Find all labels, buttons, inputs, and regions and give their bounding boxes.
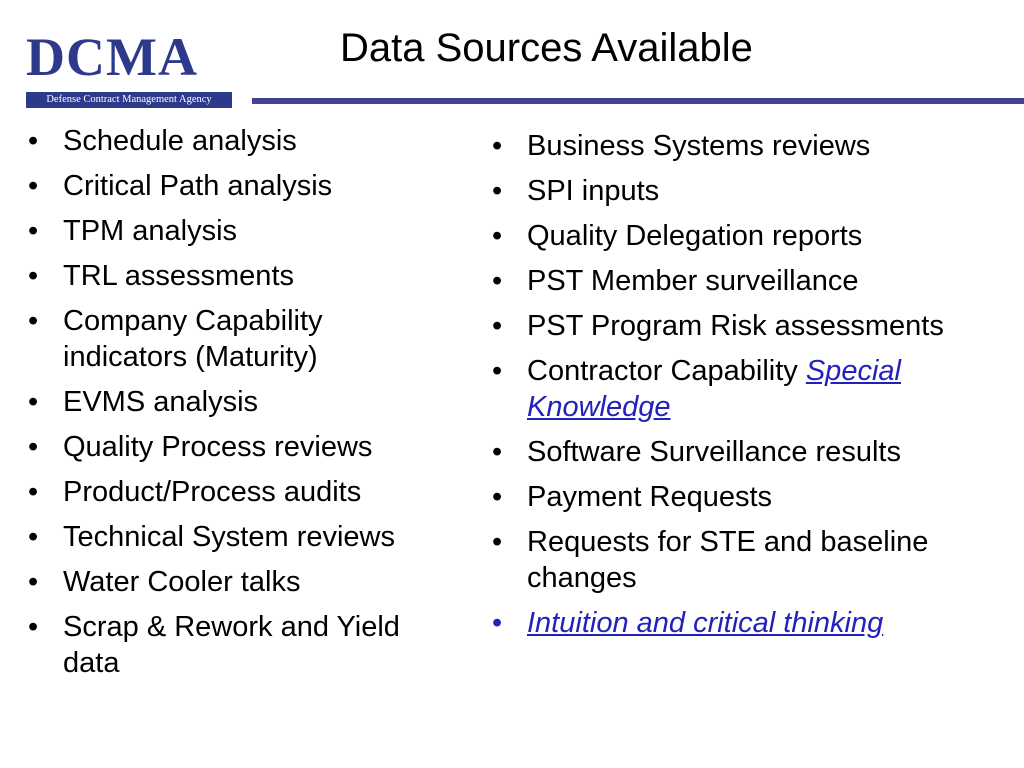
list-item [28, 519, 468, 555]
list-item [28, 384, 468, 420]
item-text: PST Member surveillance [527, 265, 859, 297]
item-text: SPI inputs [527, 175, 660, 207]
bullet-icon: • [28, 125, 39, 157]
header-rule [252, 98, 1024, 104]
item-text: Scrap & Rework and Yield [63, 611, 400, 643]
item-text: PST Program Risk assessments [527, 310, 944, 342]
list-item [28, 213, 468, 249]
bullet-icon: • [492, 265, 503, 297]
special-knowledge-link[interactable]: Special [805, 355, 901, 387]
list-item [28, 609, 468, 681]
bullet-icon: • [28, 386, 39, 418]
list-item [492, 479, 1022, 515]
list-item [28, 303, 468, 375]
item-text: Quality Process reviews [63, 431, 373, 463]
list-item [28, 123, 468, 159]
left-bullet-list [28, 123, 468, 690]
list-item [492, 263, 1022, 299]
bullet-icon: • [28, 566, 39, 598]
bullet-icon: • [492, 481, 503, 513]
item-text: Company Capability [63, 305, 323, 337]
bullet-icon: • [28, 170, 39, 202]
bullet-icon: • [28, 431, 39, 463]
item-text-continued: indicators (Maturity) [63, 341, 318, 373]
bullet-icon: • [492, 526, 503, 558]
bullet-icon: • [492, 130, 503, 162]
item-text-continued: changes [527, 562, 637, 594]
list-item [28, 258, 468, 294]
logo-wordmark: DCMA [26, 27, 198, 87]
item-text-continued: data [63, 647, 120, 679]
item-text: Quality Delegation reports [527, 220, 863, 252]
item-text: Business Systems reviews [527, 130, 871, 162]
bullet-icon: • [28, 305, 39, 337]
item-text: Requests for STE and baseline [527, 526, 929, 558]
bullet-icon: • [492, 607, 503, 639]
bullet-icon: • [28, 611, 39, 643]
bullet-icon: • [492, 310, 503, 342]
slide-title: Data Sources Available [340, 26, 753, 70]
item-text: Software Surveillance results [527, 436, 901, 468]
bullet-icon: • [28, 476, 39, 508]
special-knowledge-link-continued[interactable]: Knowledge [527, 391, 671, 423]
item-text: Schedule analysis [63, 125, 297, 157]
list-item [492, 308, 1022, 344]
dcma-logo [26, 27, 232, 108]
logo-tagline: Defense Contract Management Agency [26, 92, 232, 108]
item-text: Product/Process audits [63, 476, 362, 508]
list-item [492, 128, 1022, 164]
item-text: Technical System reviews [63, 521, 395, 553]
list-item [28, 429, 468, 465]
item-text: Critical Path analysis [63, 170, 333, 202]
list-item [28, 168, 468, 204]
bullet-icon: • [28, 215, 39, 247]
list-item [28, 564, 468, 600]
list-item [492, 173, 1022, 209]
list-item [492, 605, 1022, 641]
item-text: Contractor Capability [527, 355, 806, 387]
bullet-icon: • [28, 521, 39, 553]
bullet-icon: • [492, 436, 503, 468]
intuition-link[interactable]: Intuition and critical thinking [527, 607, 884, 639]
bullet-icon: • [28, 260, 39, 292]
bullet-icon: • [492, 175, 503, 207]
list-item [492, 434, 1022, 470]
right-bullet-list [492, 128, 1022, 650]
bullet-icon: • [492, 220, 503, 252]
list-item [492, 353, 1022, 425]
item-text: TRL assessments [63, 260, 294, 292]
item-text: Payment Requests [527, 481, 773, 513]
item-text: TPM analysis [63, 215, 238, 247]
list-item [492, 524, 1022, 596]
item-text: EVMS analysis [63, 386, 259, 418]
list-item [492, 218, 1022, 254]
bullet-icon: • [492, 355, 503, 387]
list-item [28, 474, 468, 510]
item-text: Water Cooler talks [63, 566, 301, 598]
